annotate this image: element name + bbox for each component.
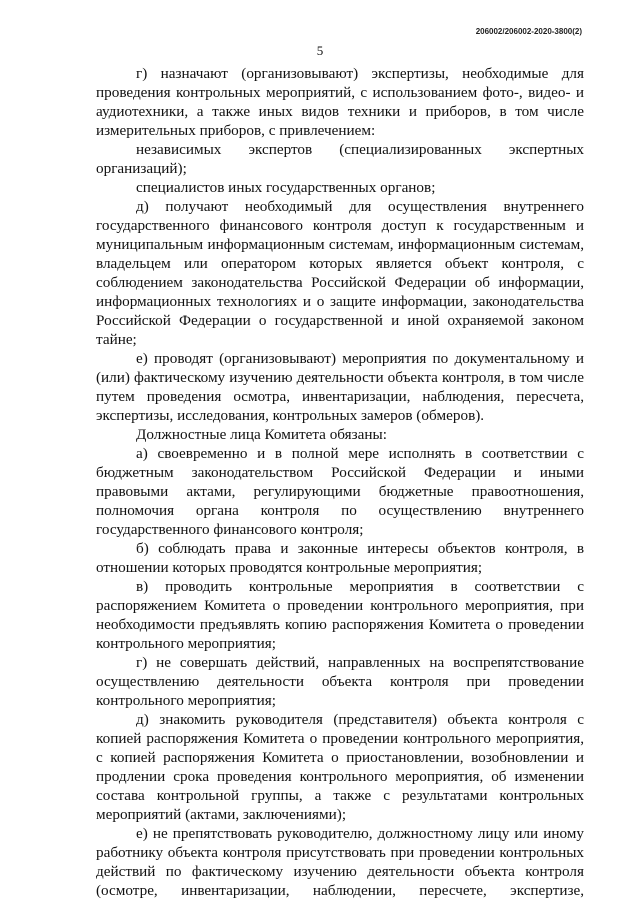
paragraph-obligation-b: б) соблюдать права и законные интересы объектов контроля, в отношении которых проводятся контрольные мероприятия; [96,540,584,576]
paragraph-obligations-heading: Должностные лица Комитета обязаны: [136,426,387,443]
document-body [96,64,584,900]
paragraph-independent-experts: независимых экспертов (специализированных экспертных организаций); [96,141,584,177]
paragraph-obligation-v: в) проводить контрольные мероприятия в соответствии с распоряжением Комитета о проведении контрольного мероприятия, при необходимости предъявлять копию распоряжения Комитета о проведении контрольного мероприятия; [96,578,584,652]
paragraph-obligation-d: д) знакомить руководителя (представителя) объекта контроля с копией распоряжения Комитета о проведении контрольного мероприятия, с копией распоряжения Комитета о приостановлении, возобновлении и продлении срока проведения контрольного мероприятия, об изменении состава контрольной группы, а также с результатами контрольных мероприятий (актами, заключениями); [96,711,584,823]
paragraph-obligation-e: е) не препятствовать руководителю, должностному лицу или иному работнику объекта контроля присутствовать при проведении контрольных действий по фактическому изучению деятельности объекта контроля (осмотре, инвентаризации, наблюдении, пересчете, экспертизе, [96,825,584,899]
paragraph-specialists: специалистов иных государственных органов; [136,179,436,196]
page-number: 5 [316,43,324,58]
paragraph-obligation-a: а) своевременно и в полной мере исполнять в соответствии с бюджетным законодательством Российской Федерации и иными правовыми актами, регулирующими бюджетные правоотношения, полномочия органа контроля по осуществлению внутреннего государственного финансового контроля; [96,445,584,538]
paragraph-item-d: д) получают необходимый для осуществления внутреннего государственного финансового контроля доступ к государственным и муниципальным информационным системам, информационным системам, владельцем или оператором которых является объект контроля, с соблюдением законодательства Российской Федерации об информации, информационных технологиях и о защите информации, законодательства Российской Федерации о государственной и иной охраняемой законом тайне; [96,198,584,348]
document-id: 206002/206002-2020-3800(2) [475,27,582,36]
paragraph-item-g: г) назначают (организовывают) экспертизы, необходимые для проведения контрольных мероприятий, с использованием фото-, видео- и аудиотехники, а также иных видов техники и приборов, в том числе измерительных приборов, с привлечением: [96,65,584,139]
paragraph-item-e: е) проводят (организовывают) мероприятия по документальному и (или) фактическому изучению деятельности объекта контроля, в том числе путем проведения осмотра, инвентаризации, наблюдения, пересчета, экспертизы, исследования, контрольных замеров (обмеров). [96,350,584,424]
paragraph-obligation-g: г) не совершать действий, направленных на воспрепятствование осуществлению деятельности объекта контроля при проведении контрольного мероприятия; [96,654,584,709]
